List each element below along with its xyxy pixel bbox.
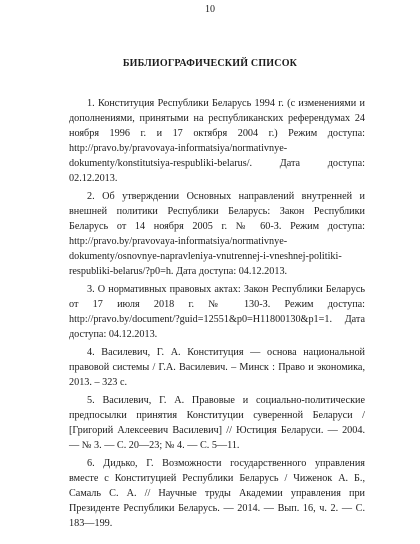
reference-item: 5. Василевич, Г. А. Правовые и социально-политические предпосылки принятия Конституции суверенной Беларуси / [Григорий Алексеевич Василевич] // Юстиция Беларуси. — 2004. — № 3. — С. 20—23; № 4. — С. 5—11.	[69, 395, 365, 451]
page-number: 10	[205, 4, 215, 15]
reference-list	[69, 96, 365, 534]
reference-item: 1. Конституция Республики Беларусь 1994 г. (с изменениями и дополнениями, принятыми на республиканских референдумах 24 ноября 1996 г. и 17 октября 2004 г.) Режим доступа: http://pravo.by/pravovaya-informatsiya/normativnye-dokumenty/konstitutsiya-respubliki-belarus/. Дата доступа: 02.12.2013.	[69, 98, 365, 184]
reference-item: 3. О нормативных правовых актах: Закон Республики Беларусь от 17 июля 2018 г. № 130-З. Режим доступа: http://pravo.by/document/?guid=12551&p0=H11800130&p1=1. Дата доступа: 04.12.2013.	[69, 284, 365, 340]
reference-item: 4. Василевич, Г. А. Конституция — основа национальной правовой системы / Г.А. Василевич. – Минск : Право и экономика, 2013. – 323 с.	[69, 347, 365, 388]
reference-item: 2. Об утверждении Основных направлений внутренней и внешней политики Республики Беларусь: Закон Республики Беларусь от 14 ноября 2005 г. № 60-З. Режим доступа: http://pravo.by/pravovaya-informatsiya/normativnye-dokumenty/osnovnye-napravleniya-vnutrennej-i-vneshnej-politiki-respubliki-belarus/?p0=h. Дата доступа: 04.12.2013.	[69, 191, 365, 277]
reference-item: 6. Дидько, Г. Возможности государственного управления вместе с Конституцией Республики Беларусь / Чиженок А. Б., Самаль С. А. // Научные труды Академии управления при Президенте Республики Беларусь. — 2014. — Вып. 16, ч. 2. — С. 183—199.	[69, 458, 365, 529]
section-heading: БИБЛИОГРАФИЧЕСКИЙ СПИСОК	[122, 58, 298, 69]
